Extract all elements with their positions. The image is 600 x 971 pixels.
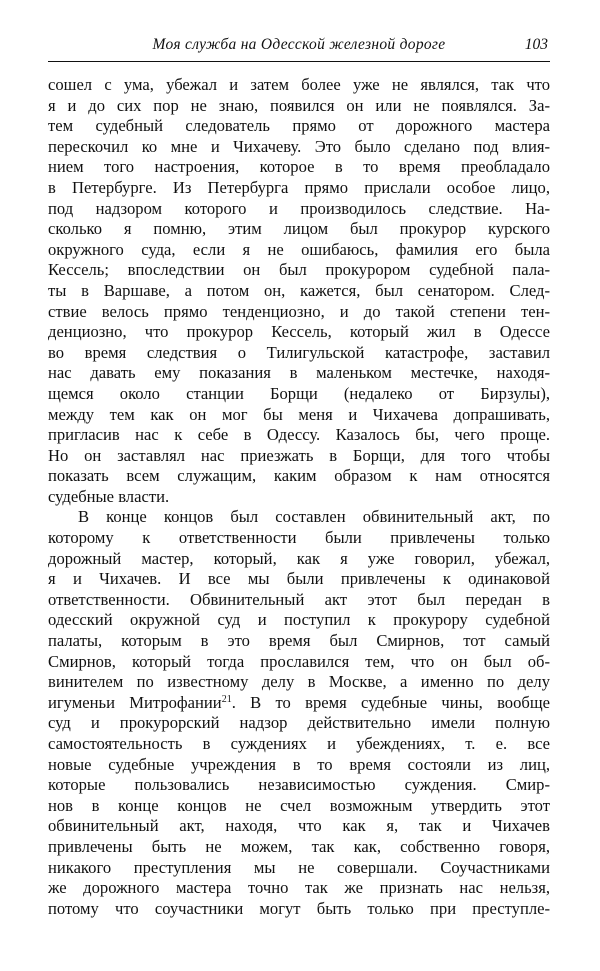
text-line: нов в конце концов не счел возможным утвердить этот xyxy=(48,795,550,815)
text-line: денциозно, что прокурор Кессель, который жил в Одессе xyxy=(48,322,550,342)
text-line: Смирнов, который тогда прославился тем, что он был об- xyxy=(48,651,550,671)
text-line: тем судебный следователь прямо от дорожного мастера xyxy=(48,116,550,136)
text-fragment: . В то время судебные чины, вообще xyxy=(231,692,550,712)
text-line: щемся около станции Борщи (недалеко от Бирзулы), xyxy=(48,383,550,403)
text-line: которому к ответственности были привлечены только xyxy=(48,528,550,548)
text-line: нием того настроения, которое в то время преобладало xyxy=(48,157,550,177)
text-line: я и до сих пор не знаю, появился он или не появлялся. За- xyxy=(48,95,550,115)
paragraph-2 xyxy=(48,507,550,919)
text-line: во время следствия о Тилигульской катастрофе, заставил xyxy=(48,342,550,362)
text-line: В конце концов был составлен обвинительный акт, по xyxy=(78,507,550,527)
text-line: одесский окружной суд и поступил к прокурору судебной xyxy=(48,610,550,630)
text-line: дорожный мастер, который, как я уже говорил, убежал, xyxy=(48,548,550,568)
paragraph-1 xyxy=(48,75,550,507)
text-line: я и Чихачев. И все мы были привлечены к одинаковой xyxy=(48,569,550,589)
text-line: новые судебные учреждения в то время состояли из лиц, xyxy=(48,754,550,774)
text-line: под надзором которого и производилось следствие. На- xyxy=(48,198,550,218)
text-line: привлечены быть не можем, так как, собственно говоря, xyxy=(48,836,550,856)
text-line: винителем по известному делу в Москве, а именно по делу xyxy=(48,672,550,692)
text-line: Но он заставлял нас приезжать в Борщи, для того чтобы xyxy=(48,445,550,465)
text-line: потому что соучастники могут быть только при преступле- xyxy=(48,898,550,918)
book-page xyxy=(48,30,550,918)
text-line: самостоятельность в суждениях и убеждениях, т. е. все xyxy=(48,734,550,753)
text-line: ты в Варшаве, а потом он, кажется, был сенатором. След- xyxy=(48,280,550,300)
body-text xyxy=(48,75,550,919)
text-line: суд и прокурорский надзор действительно имели полную xyxy=(48,713,550,733)
header-rule xyxy=(48,61,550,62)
text-line: окружного суда, если я не ошибаюсь, фамилия его была xyxy=(48,239,550,259)
text-line: судебные власти. xyxy=(48,486,170,506)
text-line: перескочил ко мне и Чихачеву. Это было сделано под влия- xyxy=(48,136,550,156)
text-line: сколько я помню, этим лицом был прокурор курского xyxy=(48,219,550,239)
text-line: ствие велось прямо тенденциозно, и до такой степени тен- xyxy=(48,301,550,321)
text-line: пригласив нас к себе в Одессу. Казалось бы, чего проще. xyxy=(48,425,550,445)
text-line: Кессель; впоследствии он был прокурором судебной пала- xyxy=(48,260,550,280)
text-line: же дорожного мастера точно так же признать нас нельзя, xyxy=(48,878,550,898)
text-line: ответственности. Обвинительный акт этот был передан в xyxy=(48,589,550,609)
text-line: сошел с ума, убежал и затем более уже не являлся, так что xyxy=(48,75,550,94)
running-head-title: Моя служба на Одесской железной дороге xyxy=(152,36,446,53)
text-line: между тем как он мог бы меня и Чихачева допрашивать, xyxy=(48,404,550,424)
text-line: никакого преступления мы не совершали. Соучастниками xyxy=(48,857,550,877)
text-line: показать всем служащим, каким образом к нам относятся xyxy=(48,466,550,486)
text-line: обвинительный акт, находя, что как я, так и Чихачев xyxy=(48,816,550,836)
page-number: 103 xyxy=(524,36,548,53)
text-line: нас давать ему показания в маленьком местечке, находя- xyxy=(48,363,550,383)
footnote-marker[interactable]: 21 xyxy=(221,693,232,705)
running-head xyxy=(48,30,550,60)
text-line: которые пользовались независимостью суждения. Смир- xyxy=(48,775,550,795)
text-fragment: игуменьи Митрофании xyxy=(48,692,222,712)
text-line-with-footnote xyxy=(48,693,550,714)
text-line: палаты, которым в это время был Смирнов, тот самый xyxy=(48,631,550,651)
text-line: в Петербурге. Из Петербурга прямо прислали особое лицо, xyxy=(48,177,550,197)
